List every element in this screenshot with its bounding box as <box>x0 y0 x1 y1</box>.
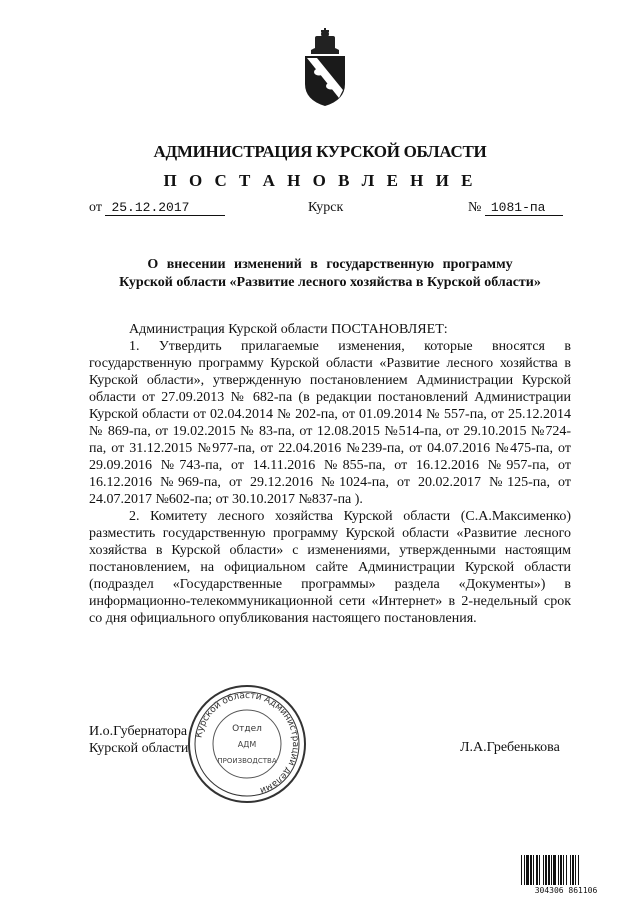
barcode-bar <box>521 855 522 885</box>
number-field <box>468 200 563 216</box>
signatory-title-line-1: И.о.Губернатора <box>89 724 188 739</box>
body-intro: Администрация Курской области ПОСТАНОВЛЯЕТ: <box>129 322 448 337</box>
barcode-bar <box>553 855 556 885</box>
stamp-inner-line-1: Отдел <box>232 724 262 734</box>
document-body <box>89 321 571 627</box>
stamp-inner-line-3: ПРОИЗВОДСТВА <box>217 757 277 765</box>
barcode-bar <box>524 855 525 885</box>
document-subject <box>80 256 580 292</box>
barcode-bar <box>526 855 529 885</box>
document-type: П О С Т А Н О В Л Е Н И Е <box>163 171 477 190</box>
barcode-bar <box>539 855 540 885</box>
stamp-inner-line-2: АДМ <box>237 740 257 749</box>
barcode-bar <box>545 855 547 885</box>
barcode-icon <box>518 853 614 895</box>
subject-line-1: О внесении изменений в государственную программу <box>147 257 513 272</box>
barcode-bar <box>530 855 532 885</box>
coat-of-arms-icon <box>295 28 355 108</box>
organization-title: АДМИНИСТРАЦИЯ КУРСКОЙ ОБЛАСТИ <box>153 142 487 161</box>
official-stamp-icon <box>186 683 308 805</box>
barcode-bar <box>575 855 576 885</box>
number-prefix: № <box>468 200 482 215</box>
subject-line-2: Курской области «Развитие лесного хозяйства в Курской области» <box>119 275 541 290</box>
document-number: 1081-па <box>485 200 563 216</box>
stamp-ring-text: Курской области Администрации делами <box>194 690 301 795</box>
barcode-bar <box>578 855 579 885</box>
barcode-bar <box>572 855 574 885</box>
signatory-title-line-2: Курской области <box>89 741 189 756</box>
barcode-bar <box>536 855 538 885</box>
barcode-bar <box>543 855 544 885</box>
body-item-1: 1. Утвердить прилагаемые изменения, которые вносятся в государственную программу Курской области «Развитие лесного хозяйства в Курской области», утвержденную постановлением Администрации Курской области от 27.09.2013 № 682-па (в редакции постановлений Администрации Курской области от 02.04.2014 № 202-па, от 01.09.2014 № 557-па, от 25.12.2014 № 869-па, от 19.02.2015 № 83-па, от 12.08.2015 №514-па, от 29.10.2015 №724-па, от 31.12.2015 №977-па, от 22.04.2016 №239-па, от 04.07.2016 №475-па, от 29.09.2016 №743-па, от 14.11.2016 №855-па, от 16.12.2016 №957-па, от 16.12.2016 №969-па, от 29.12.2016 №1024-па, от 20.02.2017 №125-па, от 24.07.2017 №602-па; от 30.10.2017 №837-па ). <box>89 339 571 507</box>
body-item-2: 2. Комитету лесного хозяйства Курской области (С.А.Максименко) разместить государственную программу Курской области «Развитие лесного хозяйства в Курской области» с изменениями, утвержденными настоящим постановлением, на официальном сайте Администрации Курской области (подраздел «Государственные программы» раздела «Документы») в информационно-телекоммуникационной сети «Интернет» в 2-недельный срок со дня официального опубликования настоящего постановления. <box>89 509 571 626</box>
signatory-name: Л.А.Гребенькова <box>460 740 560 755</box>
barcode-bar <box>548 855 550 885</box>
barcode-bar <box>560 855 562 885</box>
barcode-bar <box>551 855 552 885</box>
barcode-bar <box>570 855 571 885</box>
barcode-bar <box>533 855 534 885</box>
city-name: Курск <box>308 200 344 215</box>
barcode-bar <box>563 855 564 885</box>
date-field <box>89 200 225 216</box>
barcode-bar <box>566 855 567 885</box>
barcode-bar <box>558 855 559 885</box>
document-date: 25.12.2017 <box>105 200 225 216</box>
barcode-digits: 304306 861106 <box>534 886 598 895</box>
date-prefix: от <box>89 200 102 215</box>
signatory-title <box>89 723 188 757</box>
